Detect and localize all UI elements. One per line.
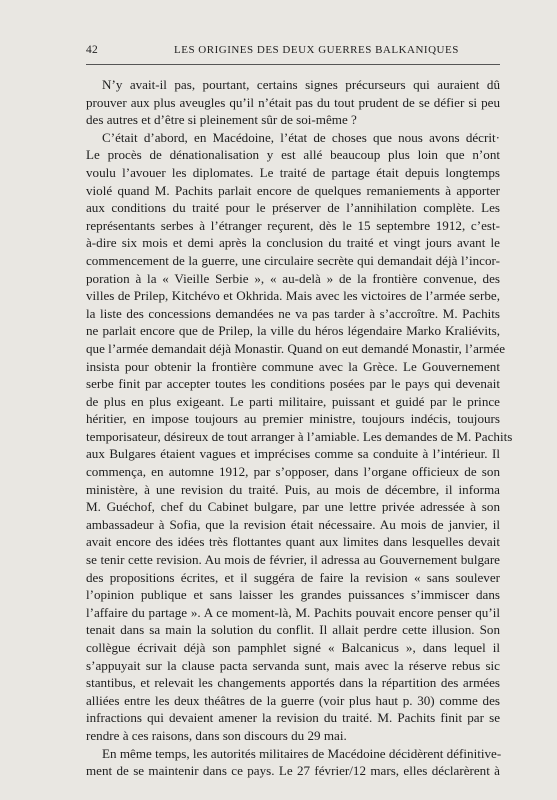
text-line: avait encore des idées très flottantes quant aux limites dans lesquelles devait — [86, 534, 500, 550]
text-line: temporisateur, désireux de tout arranger à l’amiable. Les demandes de M. Pachits — [86, 428, 513, 444]
text-line: tenait dans sa main la solution du conflit. Il allait perdre cette illusion. Son — [86, 622, 500, 638]
text-line: la liste des concessions demandées ne va pas tarder à s’accroître. M. Pachits — [86, 305, 500, 321]
text-line: insista pour obtenir la frontière commune avec la Grèce. Le Gouvernement — [86, 358, 500, 374]
text-line: aux Bulgares étaient vagues et imprécises comme sa conduite à l’intérieur. Il — [86, 446, 500, 462]
text-line: C’était d’abord, en Macédoine, l’état de choses que nous avons décrit· — [102, 129, 500, 145]
text-line: Le procès de dénationalisation y est allé beaucoup plus loin que n’ont — [86, 147, 500, 163]
text-line: ne parlait encore que de Prilep, la ville du héros légendaire Marko Kraliévits, — [86, 323, 500, 339]
text-line: des propositions écrites, et il suggéra de faire la revision « sans soulever — [86, 569, 500, 585]
text-line: s’appuyait sur la clause pacta servanda sunt, mais avec la réserve rebus sic — [86, 657, 500, 673]
text-line: héritier, en impose toujours au premier ministre, toujours indécis, toujours — [86, 411, 500, 427]
text-line: commencement de la guerre, une circulaire secrète qui demandait déjà l’incor- — [86, 252, 500, 268]
text-line: prouver aux plus aveugles qu’il n’était pas du tout prudent de se défier si peu — [86, 94, 500, 110]
text-line: rendre à ces raisons, dans son discours du 29 mai. — [86, 727, 347, 743]
text-line: collègue écrivait déjà son pamphlet signé « Balcanicus », dans lequel il — [86, 640, 500, 655]
running-header — [86, 44, 502, 56]
text-line: se tenir cette revision. Au mois de février, il adressa au Gouvernement bulgare — [86, 552, 500, 568]
text-line: poration à la « Vieille Serbie », « au-delà » de la frontière convenue, des — [86, 270, 500, 286]
text-line: violé quand M. Pachits parlait encore de quelques remaniements à apporter — [86, 182, 500, 198]
header-rule — [86, 64, 500, 65]
text-line: que l’armée demandait déjà Monastir. Quand on eut demandé Monastir, l’armée — [86, 340, 506, 356]
text-line: En même temps, les autorités militaires de Macédoine décidèrent définitive- — [102, 745, 502, 761]
page-number: 42 — [86, 44, 99, 56]
text-line: à-dire six mois et demi après la conclusion du traité et vingt jours avant le — [86, 235, 500, 251]
text-line: l’affaire du partage ». A ce moment-là, M. Pachits pouvait encore penser qu’il — [86, 604, 500, 620]
text-line: ministère, à une revision du traité. Puis, au mois de décembre, il informa — [86, 481, 500, 497]
text-line: alliées entre les deux théâtres de la guerre (voir plus haut p. 30) comme des — [86, 692, 500, 708]
text-line: l’opinion publique et sans laisser les grandes puissances s’immiscer dans — [86, 587, 500, 603]
text-line: aux conditions du traité pour le préserver de l’annihilation complète. Les — [86, 200, 500, 216]
running-title: LES ORIGINES DES DEUX GUERRES BALKANIQUES — [174, 44, 459, 56]
text-line: stantibus, et relevait les changements apportés dans la répartition des armées — [86, 675, 500, 691]
text-line: des autres et d’être si pleinement sûr de soi-même ? — [86, 112, 357, 128]
text-line: N’y avait-il pas, pourtant, certains signes précurseurs qui auraient dû — [102, 77, 500, 92]
text-line: ment de se maintenir dans ce pays. Le 27 février/12 mars, elles déclarèrent à — [86, 763, 500, 779]
text-line: de plus en plus exigeant. Le parti militaire, puissant et guidé par le prince — [86, 393, 500, 409]
text-line: serbe finit par accepter toutes les conditions posées par le pays qui devenait — [86, 376, 500, 392]
text-line: représentants serbes à l’étranger reçurent, dès le 15 septembre 1912, c’est- — [86, 217, 500, 233]
text-line: villes de Prilep, Kitchévo et Okhrida. Mais avec les victoires de l’armée serbe, — [86, 288, 500, 304]
body-text — [86, 76, 513, 780]
text-line: M. Guéchof, chef du Cabinet bulgare, par une lettre privée adressée à son — [86, 499, 500, 515]
text-line: ambassadeur à Sofia, que la revision était nécessaire. Au mois de janvier, il — [86, 516, 500, 532]
text-line: commença, en automne 1912, par s’opposer, dans l’organe officieux de son — [86, 464, 500, 480]
text-line: voulu l’avouer les diplomates. Le traité de partage était depuis longtemps — [86, 164, 500, 180]
text-line: infractions qui devaient amener la revision du traité. M. Pachits finit par se — [86, 710, 500, 726]
